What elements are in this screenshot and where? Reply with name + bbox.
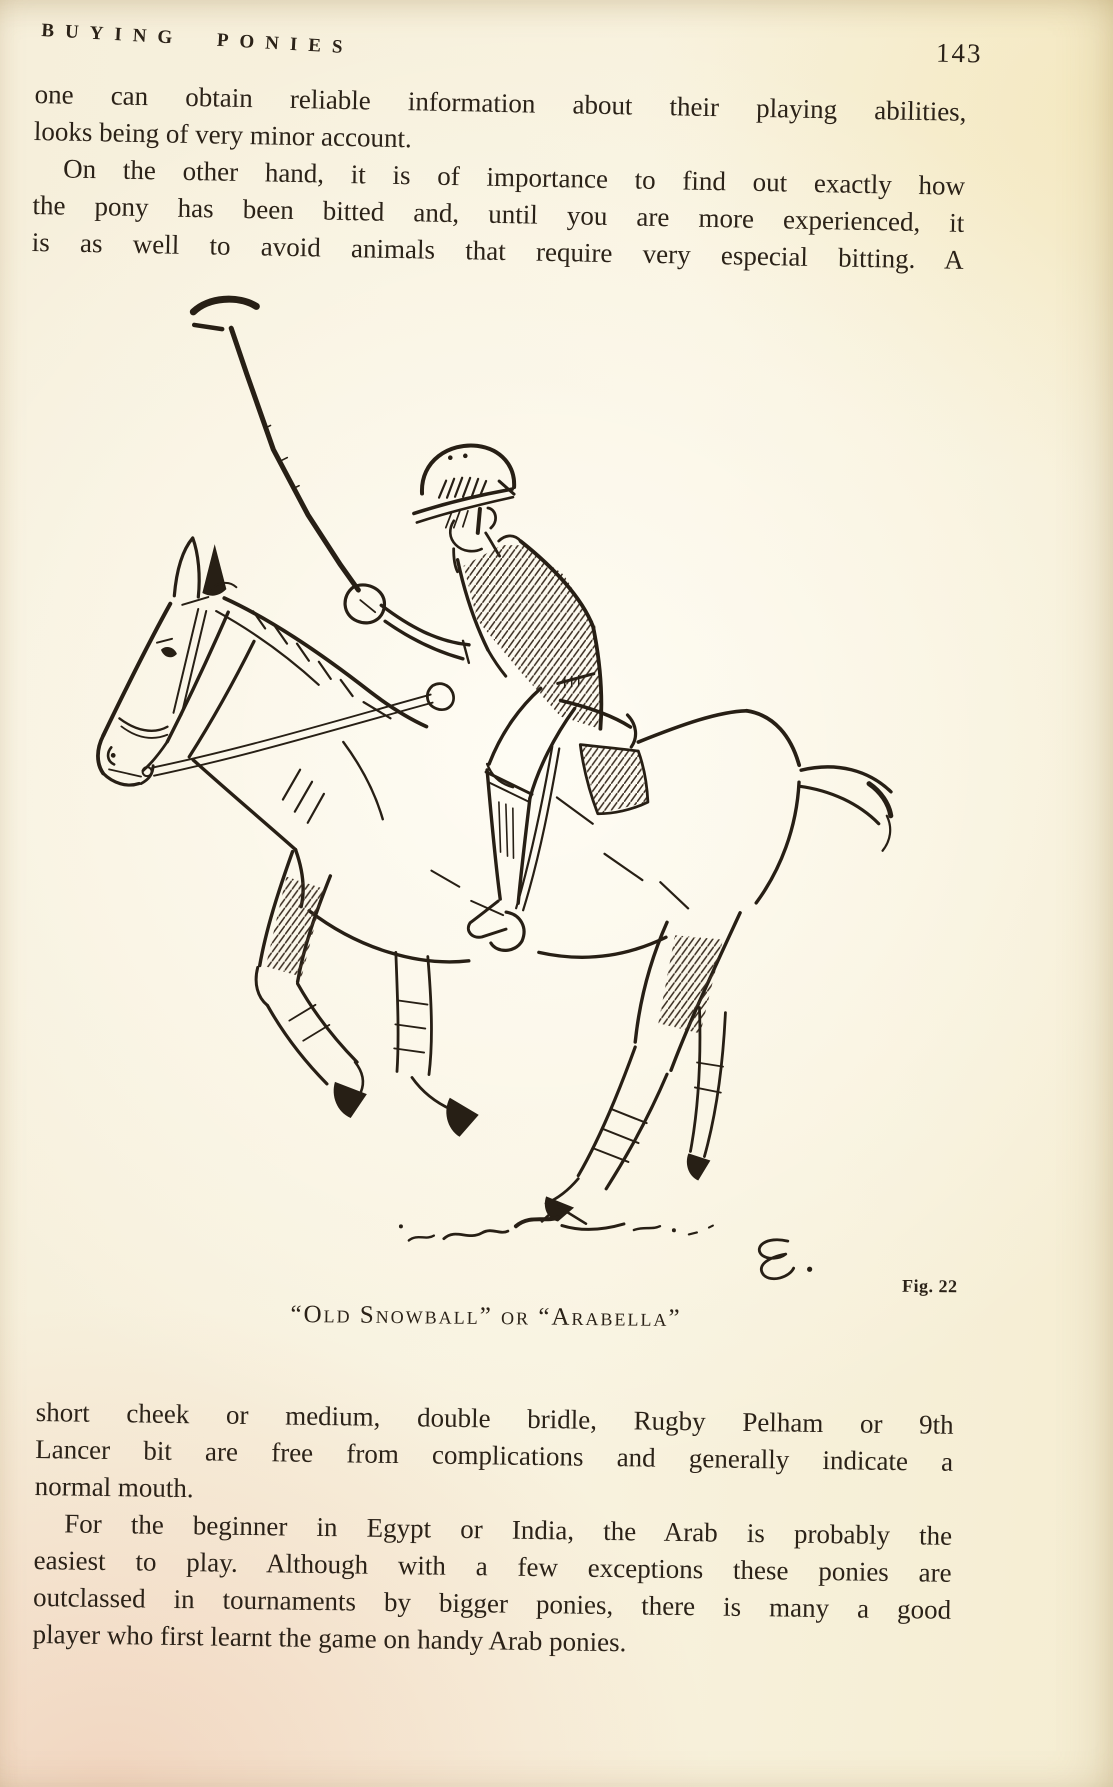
body-text-line: On the other hand, it is of importance to find out exactly how bbox=[62, 153, 966, 201]
body-text-line: player who first learnt the game on handy Arab ponies. bbox=[32, 1618, 627, 1658]
figure-label: Fig. 22 bbox=[901, 1275, 958, 1297]
polo-illustration bbox=[54, 279, 923, 1293]
body-text-line: the pony has been bitted and, until you are more experienced, it bbox=[32, 189, 965, 238]
body-text-line: easiest to play. Although with a few exceptions these ponies are bbox=[33, 1544, 952, 1588]
body-text-line: is as well to avoid animals that require very especial bitting. A bbox=[31, 226, 964, 275]
mallet-sketch bbox=[191, 299, 360, 590]
body-text-line: For the beginner in Egypt or India, the Arab is probably the bbox=[63, 1508, 953, 1551]
horse-sketch bbox=[95, 537, 893, 1224]
body-text-line: short cheek or medium, double bridle, Rugby Pelham or 9th bbox=[35, 1396, 954, 1440]
top-text-block bbox=[31, 76, 966, 279]
body-text-line: outclassed in tournaments by bigger ponies, there is many a good bbox=[32, 1581, 952, 1625]
running-header: BUYING PONIES bbox=[40, 20, 355, 59]
polo-figure bbox=[54, 279, 923, 1293]
artist-monogram bbox=[759, 1240, 812, 1279]
body-text-line: normal mouth. bbox=[34, 1470, 194, 1504]
figure-caption: “Old Snowball” or “Arabella” bbox=[290, 1300, 682, 1333]
body-text-line: Lancer bit are free from complications and generally indicate a bbox=[35, 1433, 954, 1477]
paragraph bbox=[34, 1394, 953, 1518]
bottom-text-block bbox=[32, 1394, 954, 1666]
page-number: 143 bbox=[935, 37, 983, 69]
body-text-line: one can obtain reliable information about their playing abilities, bbox=[34, 78, 967, 127]
rider-sketch bbox=[343, 445, 651, 952]
paragraph bbox=[32, 1505, 952, 1666]
body-text-line: looks being of very minor account. bbox=[33, 115, 413, 154]
paragraph bbox=[31, 150, 965, 279]
